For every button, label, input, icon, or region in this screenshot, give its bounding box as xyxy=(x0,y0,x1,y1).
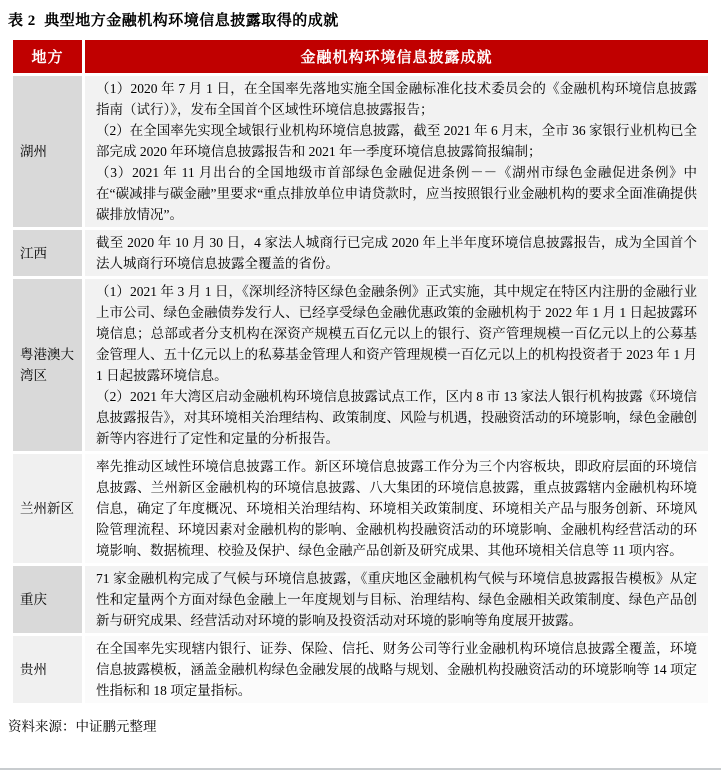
region-label: 兰州新区 xyxy=(12,453,84,565)
paragraph: 率先推动区域性环境信息披露工作。新区环境信息披露工作分为三个内容板块，即政府层面的环境信息披露、兰州新区金融机构的环境信息披露、八大集团的环境信息披露，重点披露辖内金融机构环境信息，确定了年度概况、环境相关治理结构、环境相关政策制度、环境相关产品与服务创新、环境风险管理流程、环境因素对金融机构的影响、金融机构投融资活动的环境影响、金融机构经营活动的环境影响、数据梳理、校验及保护、绿色金融产品创新及研究成果、其他环境相关信息等 11 项内容。 xyxy=(96,459,697,558)
table-row-guizhou xyxy=(12,635,710,705)
table-row-chongqing xyxy=(12,565,710,635)
region-label: 贵州 xyxy=(12,635,84,705)
paragraph: 截至 2020 年 10 月 30 日，4 家法人城商行已完成 2020 年上半年度环境信息披露报告，成为全国首个法人城商行环境信息披露全覆盖的省份。 xyxy=(96,235,697,271)
page-title: 表 2 典型地方金融机构环境信息披露取得的成就 xyxy=(8,13,339,29)
table-row-lanzhou-new-area xyxy=(12,453,710,565)
region-label: 江西 xyxy=(12,229,84,278)
region-label: 湖州 xyxy=(12,75,84,229)
paragraph: （3）2021 年 11 月出台的全国地级市首部绿色金融促进条例－－《湖州市绿色金融促进条例》中在“碳减排与碳金融”里要求“重点排放单位申请贷款时，应当按照银行业金融机构的要求全面准确提供碳排放情况”。 xyxy=(96,165,697,222)
header-cell-region: 地方 xyxy=(12,39,84,75)
paragraph: （2）在全国率先实现全域银行业机构环境信息披露，截至 2021 年 6 月末，全市 36 家银行业机构已全部完成 2020 年环境信息披露报告和 2021 年一季度环境信息披露简报编制； xyxy=(96,123,697,159)
table-row-huzhou xyxy=(12,75,710,229)
disclosure-achievements-table xyxy=(10,37,711,706)
achievement-text xyxy=(84,278,710,453)
region-label: 粤港澳大湾区 xyxy=(12,278,84,453)
table-row-greater-bay-area xyxy=(12,278,710,453)
achievement-text xyxy=(84,229,710,278)
bottom-divider xyxy=(0,768,721,770)
paragraph: 71 家金融机构完成了气候与环境信息披露，《重庆地区金融机构气候与环境信息披露报告模板》从定性和定量两个方面对绿色金融上一年度规划与目标、治理结构、绿色金融相关政策制度、绿色产品创新与研究成果、经营活动对环境的影响及投资活动对环境的影响等角度展开披露。 xyxy=(96,571,697,628)
achievement-text xyxy=(84,565,710,635)
header-cell-achievement: 金融机构环境信息披露成就 xyxy=(84,39,710,75)
achievement-text xyxy=(84,75,710,229)
paragraph: （1）2021 年 3 月 1 日，《深圳经济特区绿色金融条例》正式实施，其中规定在特区内注册的金融行业上市公司、绿色金融债券发行人、已经享受绿色金融优惠政策的金融机构于 2022 年 1 月 1 日起披露环境信息；总部或者分支机构在深资产规模五百亿元以上的银行、资产管理规模一百亿元以上的公募基金管理人、五十亿元以上的私募基金管理人和资产管理规模一百亿元以上的机构投资者于 2023 年 1 月 1 日起披露环境信息。 xyxy=(96,284,697,383)
achievement-text xyxy=(84,635,710,705)
table-row-jiangxi xyxy=(12,229,710,278)
paragraph: 在全国率先实现辖内银行、证券、保险、信托、财务公司等行业金融机构环境信息披露全覆盖，环境信息披露模板，涵盖金融机构绿色金融发展的战略与规划、金融机构投融资活动的环境影响等 14 项定性指标和 18 项定量指标。 xyxy=(96,641,697,698)
paragraph: （1）2020 年 7 月 1 日，在全国率先落地实施全国金融标准化技术委员会的《金融机构环境信息披露指南（试行）》，发布全国首个区域性环境信息披露报告； xyxy=(96,81,697,117)
paragraph: （2）2021 年大湾区启动金融机构环境信息披露试点工作，区内 8 市 13 家法人银行机构披露《环境信息披露报告》，对其环境相关治理结构、政策制度、风险与机遇，投融资活动的环境影响，绿色金融创新等内容进行了定性和定量的分析报告。 xyxy=(96,389,697,446)
achievement-text xyxy=(84,453,710,565)
region-label: 重庆 xyxy=(12,565,84,635)
data-source-note: 资料来源：中证鹏元整理 xyxy=(8,719,157,734)
table-header xyxy=(12,39,710,75)
